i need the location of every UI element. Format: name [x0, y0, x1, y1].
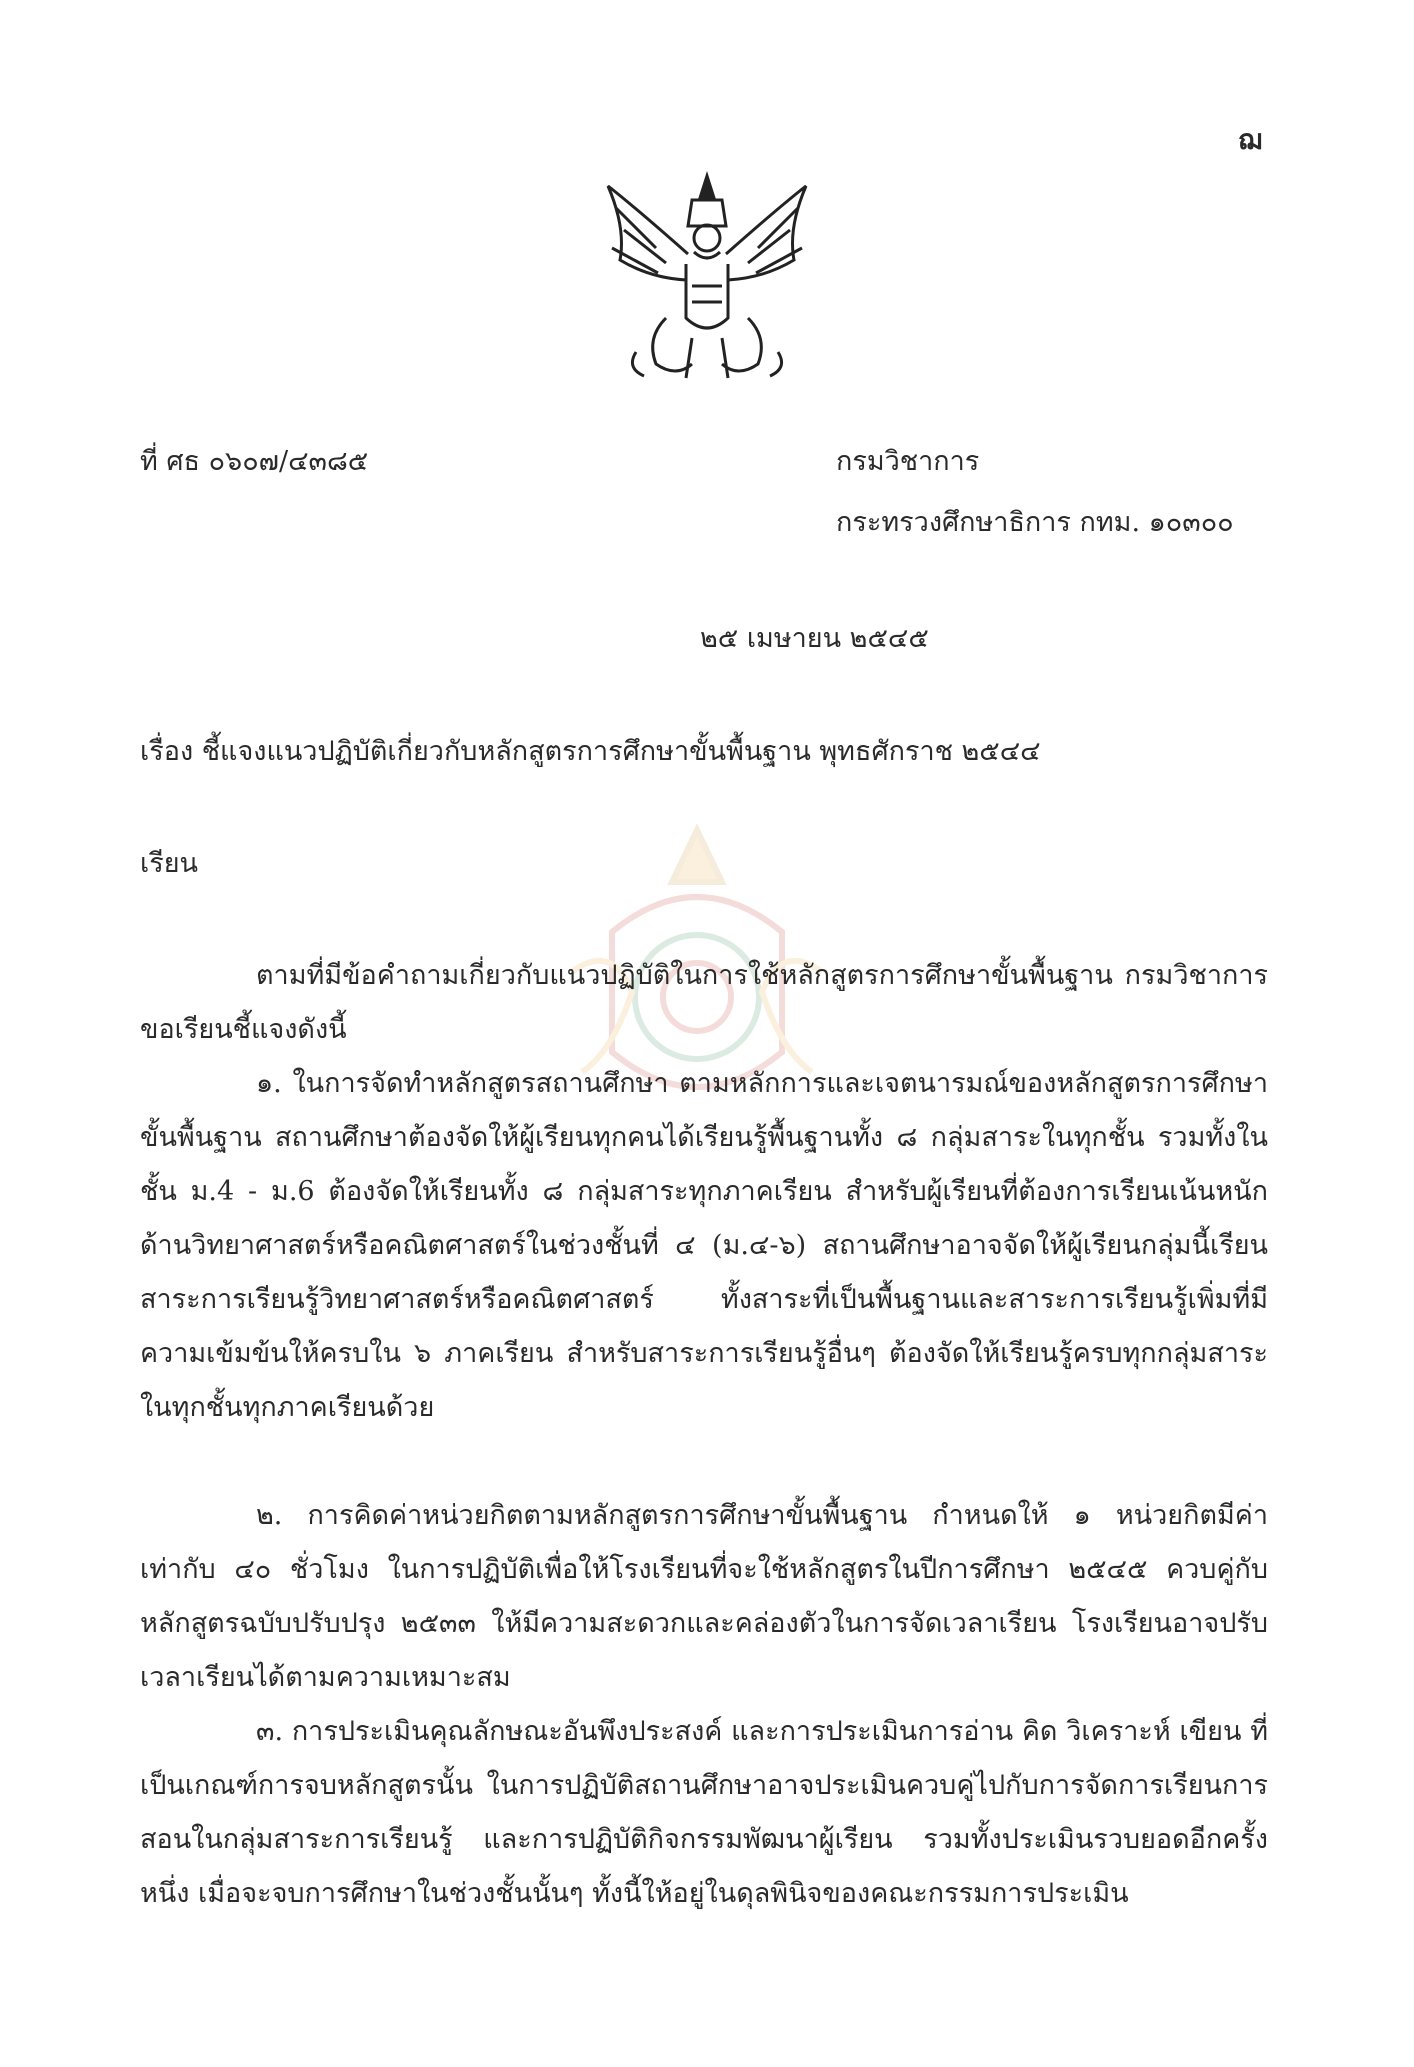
salutation: เรียน: [140, 848, 199, 879]
letter-subject: เรื่อง ชี้แจงแนวปฏิบัติเกี่ยวกับหลักสูตรการศึกษาขั้นพื้นฐาน พุทธศักราช ๒๕๔๔: [140, 736, 1041, 767]
paragraph-item-3: ๓. การประเมินคุณลักษณะอันพึงประสงค์ และการประเมินการอ่าน คิด วิเคราะห์ เขียน ที่เป็นเกณฑ์การจบหลักสูตรนั้น ในการปฏิบัติสถานศึกษาอาจประเมินควบคู่ไปกับการจัดการเรียนการสอนในกลุ่มสาระการเรียนรู้ และการปฏิบัติกิจกรรมพัฒนาผู้เรียน รวมทั้งประเมินรวบยอดอีกครั้งหนึ่ง เมื่อจะจบการศึกษาในช่วงชั้นนั้นๆ ทั้งนี้ให้อยู่ในดุลพินิจของคณะกรรมการประเมิน: [140, 1716, 1268, 1909]
letter-date: ๒๕ เมษายน ๒๕๔๕: [700, 623, 929, 654]
paragraph-item-1: ๑. ในการจัดทำหลักสูตรสถานศึกษา ตามหลักการและเจตนารมณ์ของหลักสูตรการศึกษาขั้นพื้นฐาน สถานศึกษาต้องจัดให้ผู้เรียนทุกคนได้เรียนรู้พื้นฐานทั้ง ๘ กลุ่มสาระในทุกชั้น รวมทั้งในชั้น ม.4 - ม.6 ต้องจัดให้เรียนทั้ง ๘ กลุ่มสาระทุกภาคเรียน สำหรับผู้เรียนที่ต้องการเรียนเน้นหนักด้านวิทยาศาสตร์หรือคณิตศาสตร์ในช่วงชั้นที่ ๔ (ม.๔-๖) สถานศึกษาอาจจัดให้ผู้เรียนกลุ่มนี้เรียนสาระการเรียนรู้วิทยาศาสตร์หรือคณิตศาสตร์ ทั้งสาระที่เป็นพื้นฐานและสาระการเรียนรู้เพิ่มที่มีความเข้มข้นให้ครบใน ๖ ภาคเรียน สำหรับสาระการเรียนรู้อื่นๆ ต้องจัดให้เรียนรู้ครบทุกกลุ่มสาระในทุกชั้นทุกภาคเรียนด้วย: [140, 1068, 1268, 1423]
garuda-emblem-icon: [596, 168, 818, 386]
reference-number: ที่ ศธ ๐๖๐๗/๔๓๘๕: [140, 446, 369, 477]
intro-paragraph: ตามที่มีข้อคำถามเกี่ยวกับแนวปฏิบัติในการใช้หลักสูตรการศึกษาขั้นพื้นฐาน กรมวิชาการขอเรียนชี้แจงดังนี้: [140, 960, 1268, 1045]
issuing-address: กระทรวงศึกษาธิการ กทม. ๑๐๓๐๐: [836, 507, 1234, 538]
page-number: ฌ: [1238, 123, 1262, 156]
paragraph-item-2: ๒. การคิดค่าหน่วยกิตตามหลักสูตรการศึกษาขั้นพื้นฐาน กำหนดให้ ๑ หน่วยกิตมีค่าเท่ากับ ๔๐ ชั่วโมง ในการปฏิบัติเพื่อให้โรงเรียนที่จะใช้หลักสูตรในปีการศึกษา ๒๕๔๕ ควบคู่กับหลักสูตรฉบับปรับปรุง ๒๕๓๓ ให้มีความสะดวกและคล่องตัวในการจัดเวลาเรียน โรงเรียนอาจปรับเวลาเรียนได้ตามความเหมาะสม: [140, 1500, 1268, 1693]
issuing-department: กรมวิชาการ: [836, 446, 980, 477]
